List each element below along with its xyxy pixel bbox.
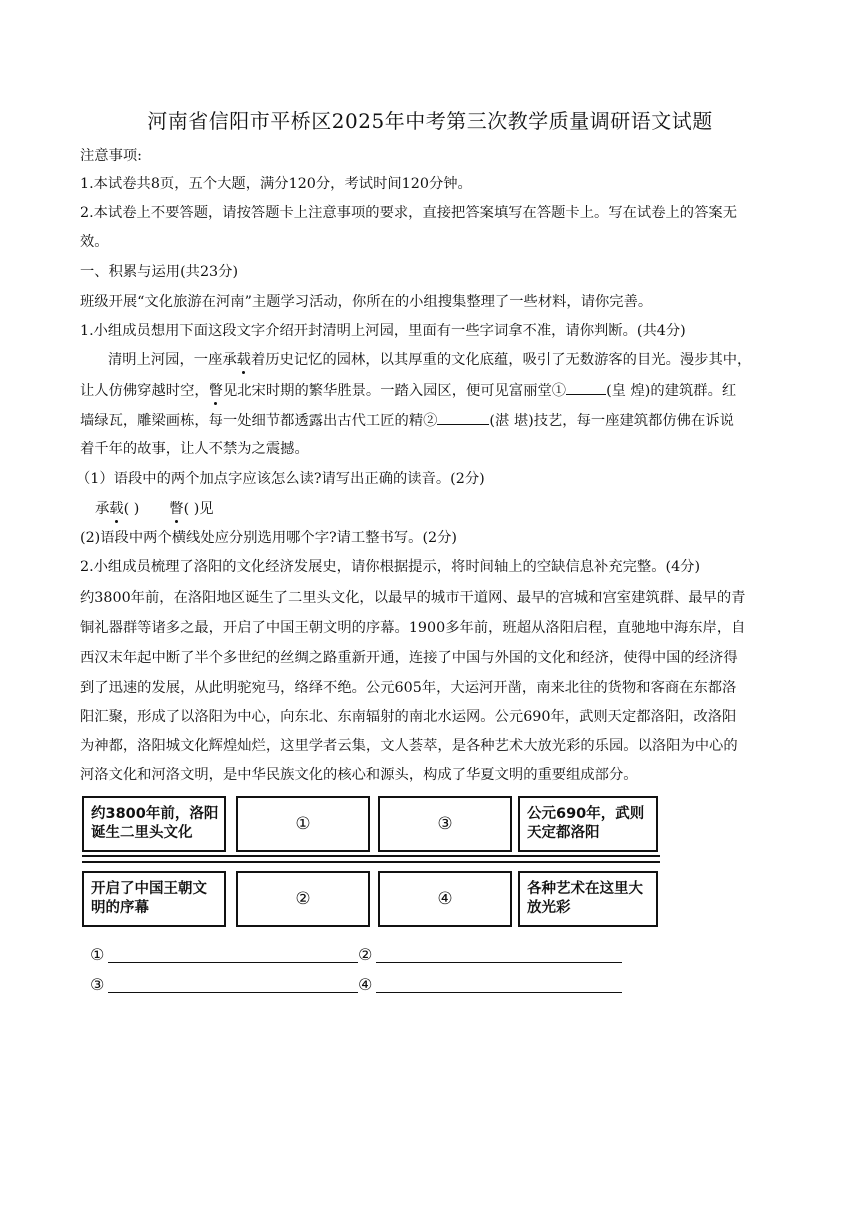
passage-text: 清明上河园，一座承 — [108, 352, 237, 368]
notice-heading: 注意事项: — [80, 148, 143, 164]
passage-line-3 — [80, 410, 780, 431]
passage-text: 让人仿佛穿越时空， — [80, 383, 209, 399]
material-line-4: 到了迅速的发展，从此明驼宛马，络绎不绝。公元605年，大运河开凿，南来北往的货物和客商在东都洛 — [80, 680, 737, 696]
passage-line-1 — [108, 350, 808, 370]
material-line-6: 为神都，洛阳城文化辉煌灿烂，这里学者云集，文人荟萃，是各种艺术大放光彩的乐园。以洛阳为中心的 — [80, 738, 738, 754]
timeline-blank-4[interactable]: ④ — [378, 871, 512, 927]
dotted-character: 载 — [109, 501, 124, 517]
notice-item-2-line-1: 2.本试卷上不要答题，请按答题卡上注意事项的要求，直接把答案填写在答题卡上。写在试卷上的答案无 — [80, 205, 737, 221]
answer-label-4: ④ — [358, 975, 373, 994]
timeline-blank-1[interactable]: ① — [236, 796, 370, 852]
timeline-blank-3[interactable]: ③ — [378, 796, 512, 852]
material-line-1: 约3800年前，在洛阳地区诞生了二里头文化，以最早的城市干道网、最早的宫城和宫室建筑群、最早的青 — [80, 590, 746, 606]
answer-paren[interactable]: ( )见 — [183, 501, 214, 517]
notice-item-2-line-2: 效。 — [80, 234, 109, 250]
box-text: 诞生二里头文化 — [91, 825, 193, 841]
subquestion-2: (2)语段中两个横线处应分别选用哪个字?请工整书写。(2分) — [80, 530, 457, 546]
passage-line-2 — [80, 380, 780, 401]
answer-label-2: ② — [358, 945, 373, 964]
box-text: 开启了中国王朝文 — [91, 881, 207, 897]
box-text: 公元690年，武则 — [527, 806, 645, 822]
box-text: 天定都洛阳 — [527, 825, 600, 841]
passage-text: (皇 煌)的建筑群。红 — [606, 383, 737, 399]
timeline-box-top-1 — [82, 796, 226, 852]
answer-word: 承 — [95, 501, 110, 517]
answer-line-4[interactable] — [376, 992, 622, 993]
box-text: 明的序幕 — [91, 900, 149, 916]
question-1-stem: 1.小组成员想用下面这段文字介绍开封清明上河园，里面有一些字词拿不准，请你判断。(共4分) — [80, 323, 686, 339]
timeline-box-bottom-4 — [518, 871, 658, 927]
passage-text: 着历史记忆的园林，以其厚重的文化底蕴，吸引了无数游客的目光。漫步其中， — [250, 352, 752, 368]
timeline-axis-line — [82, 861, 660, 863]
pinyin-answer-row — [95, 499, 795, 519]
box-text: 约3800年前，洛阳 — [91, 806, 219, 822]
box-text: 各种艺术在这里大 — [527, 881, 643, 897]
passage-text: (湛 堪)技艺，每一座建筑都仿佛在诉说 — [489, 413, 734, 429]
timeline-box-bottom-1 — [82, 871, 226, 927]
dotted-character: 瞥 — [208, 383, 223, 399]
passage-text: 墙绿瓦，雕梁画栋，每一处细节都透露出古代工匠的精② — [80, 413, 438, 429]
exam-title: 河南省信阳市平桥区2025年中考第三次教学质量调研语文试题 — [147, 109, 713, 133]
passage-line-4: 着千年的故事，让人不禁为之震撼。 — [80, 441, 309, 457]
timeline-box-top-4 — [518, 796, 658, 852]
answer-line-3[interactable] — [108, 992, 358, 993]
material-line-7: 河洛文化和河洛文明，是中华民族文化的核心和源头，构成了华夏文明的重要组成部分。 — [80, 767, 638, 783]
subquestion-1: （1）语段中的两个加点字应该怎么读?请写出正确的读音。(2分) — [76, 471, 485, 487]
dotted-character: 瞥 — [169, 501, 184, 517]
section-intro: 班级开展“文化旅游在河南”主题学习活动，你所在的小组搜集整理了一些材料，请你完善。 — [80, 294, 653, 310]
passage-text: 见北宋时期的繁华胜景。一踏入园区，便可见富丽堂① — [222, 383, 567, 399]
timeline-axis-line — [82, 855, 660, 857]
fill-blank-2[interactable] — [437, 410, 489, 425]
material-line-2: 铜礼器群等诸多之最，开启了中国王朝文明的序幕。1900多年前，班超从洛阳启程，直驰地中海东岸，自 — [80, 620, 746, 636]
timeline-figure — [82, 793, 660, 1003]
notice-item-1: 1.本试卷共8页，五个大题，满分120分，考试时间120分钟。 — [80, 176, 472, 192]
material-line-3: 西汉末年起中断了半个多世纪的丝绸之路重新开通，连接了中国与外国的文化和经济，使得中国的经济得 — [80, 650, 738, 666]
answer-label-3: ③ — [90, 975, 105, 994]
timeline-blank-2[interactable]: ② — [236, 871, 370, 927]
fill-blank-1[interactable] — [566, 380, 606, 395]
question-2-stem: 2.小组成员梳理了洛阳的文化经济发展史，请你根据提示，将时间轴上的空缺信息补充完整。(4分) — [80, 559, 701, 575]
answer-line-1[interactable] — [108, 962, 358, 963]
material-line-5: 阳汇聚，形成了以洛阳为中心，向东北、东南辐射的南北水运网。公元690年，武则天定都洛阳，改洛阳 — [80, 709, 737, 725]
answer-paren[interactable]: ( ) — [123, 501, 140, 517]
answer-label-1: ① — [90, 945, 105, 964]
answer-line-2[interactable] — [376, 962, 622, 963]
box-text: 放光彩 — [527, 900, 571, 916]
dotted-character: 载 — [236, 352, 251, 368]
section-heading: 一、积累与运用(共23分) — [80, 264, 239, 280]
